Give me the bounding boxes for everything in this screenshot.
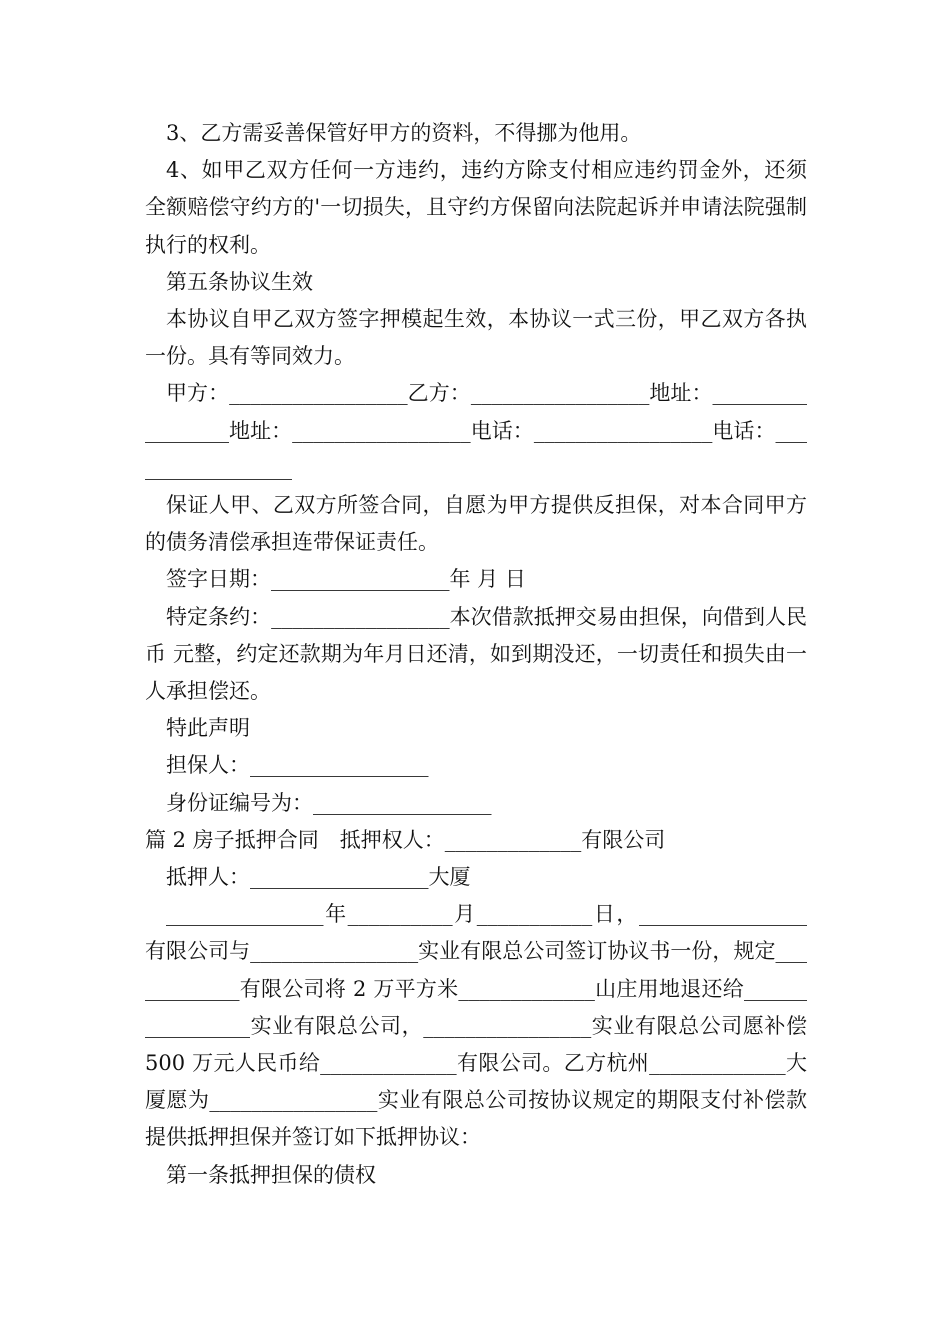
article-1-heading: 第一条抵押担保的债权	[166, 1162, 376, 1187]
guarantor-statement-paragraph: 保证人甲、乙双方所签合同，自愿为甲方提供反担保，对本合同甲方的债务清偿承担连带保证责任。	[145, 493, 807, 555]
section-5-heading: 第五条协议生效	[166, 269, 313, 294]
article-2-title: 篇 2 房子抵押合同 抵押权人：_____________有限公司	[145, 827, 666, 852]
mortgagor-field: 抵押人：_________________大厦	[166, 865, 471, 890]
signing-date-field: 签字日期：_________________年 月 日	[166, 567, 526, 592]
id-number-field: 身份证编号为：_________________	[166, 790, 492, 815]
guarantor-field: 担保人：_________________	[166, 753, 429, 778]
document-page	[145, 115, 814, 1194]
declaration-line: 特此声明	[166, 716, 250, 741]
clause-3-paragraph: 3、乙方需妥善保管好甲方的资料，不得挪为他用。	[166, 121, 642, 145]
effectiveness-paragraph: 本协议自甲乙双方签字押模起生效，本协议一式三份，甲乙双方各执一份。具有等同效力。	[145, 307, 807, 369]
parties-signature-fields: 甲方：_________________乙方：_________________地址：_________________地址：_________________电话：_________________电话：_________________	[145, 381, 807, 480]
clause-4-paragraph: 4、如甲乙双方任何一方违约，违约方除支付相应违约罚金外，还须全额赔偿守约方的'一切损失，且守约方保留向法院起诉并申请法院强制执行的权利。	[145, 158, 807, 257]
special-terms-paragraph: 特定条约：_________________本次借款抵押交易由担保，向借到人民币 元整，约定还款期为年月日还清，如到期没还，一切责任和损失由一人承担偿还。	[145, 604, 807, 704]
agreement-background-paragraph: _______________年__________月___________日，________________有限公司与________________实业有限总公司签订协议书一份，规定____________有限公司将 2 万平方米_____________山庄用地退还给________________实业有限总公司，________________实业有限总公司愿补偿 500 万元人民币给_____________有限公司。乙方杭州_____________大厦愿为________________实业有限总公司按协议规定的期限支付补偿款提供抵押担保并签订如下抵押协议：	[145, 902, 814, 1150]
